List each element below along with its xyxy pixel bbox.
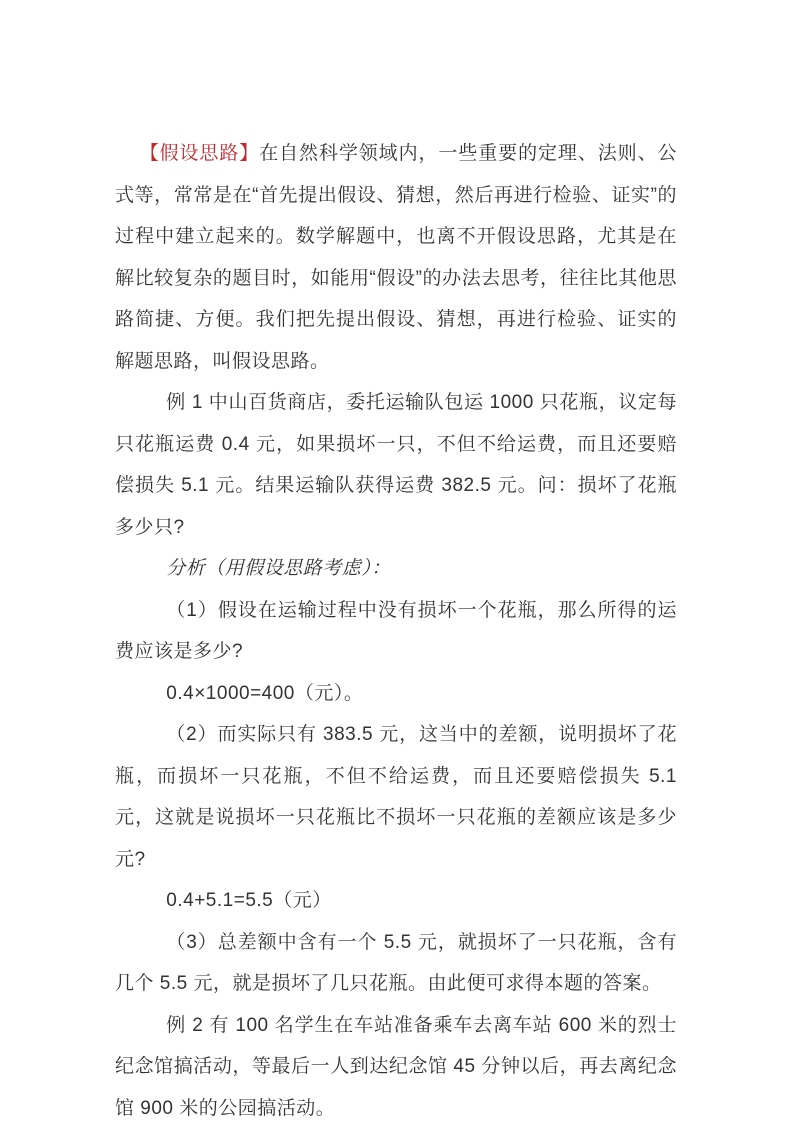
document-body <box>115 133 677 1122</box>
analysis-step2: （2）而实际只有 383.5 元，这当中的差额，说明损坏了花瓶，而损坏一只花瓶，不但不给运费，而且还要赔偿损失 5.1 元，这就是说损坏一只花瓶比不损坏一只花瓶的差额应该是多少元? <box>115 724 677 870</box>
formula-line-1: 0.4×1000=400（元）。 <box>166 682 364 704</box>
example1-paragraph: 例 1 中山百货商店，委托运输队包运 1000 只花瓶，议定每只花瓶运费 0.4 元，如果损坏一只，不但不给运费，而且还要赔偿损失 5.1 元。结果运输队获得运费 382.5 元。问：损坏了花瓶多少只? <box>115 392 677 538</box>
topic-heading: 【假设思路】 <box>139 143 260 164</box>
formula-line-2: 0.4+5.1=5.5（元） <box>166 890 332 911</box>
intro-text: 在自然科学领域内，一些重要的定理、法则、公式等，常常是在“首先提出假设、猜想，然后再进行检验、证实”的过程中建立起来的。数学解题中，也离不开假设思路，尤其是在解比较复杂的题目时，如能用“假设”的办法去思考，往往比其他思路简捷、方便。我们把先提出假设、猜想，再进行检验、证实的解题思路，叫假设思路。 <box>115 143 677 372</box>
intro-paragraph <box>115 133 677 382</box>
analysis-step3: （3）总差额中含有一个 5.5 元，就损坏了一只花瓶，含有几个 5.5 元，就是损坏了几只花瓶。由此便可求得本题的答案。 <box>115 931 677 994</box>
analysis-label: 分析（用假设思路考虑）： <box>166 558 391 579</box>
analysis-step1: （1）假设在运输过程中没有损坏一个花瓶，那么所得的运费应该是多少? <box>115 599 677 662</box>
example2-paragraph: 例 2 有 100 名学生在车站准备乘车去离车站 600 米的烈士纪念馆搞活动，等最后一人到达纪念馆 45 分钟以后，再去离纪念馆 900 米的公园搞活动。 <box>115 1014 677 1119</box>
